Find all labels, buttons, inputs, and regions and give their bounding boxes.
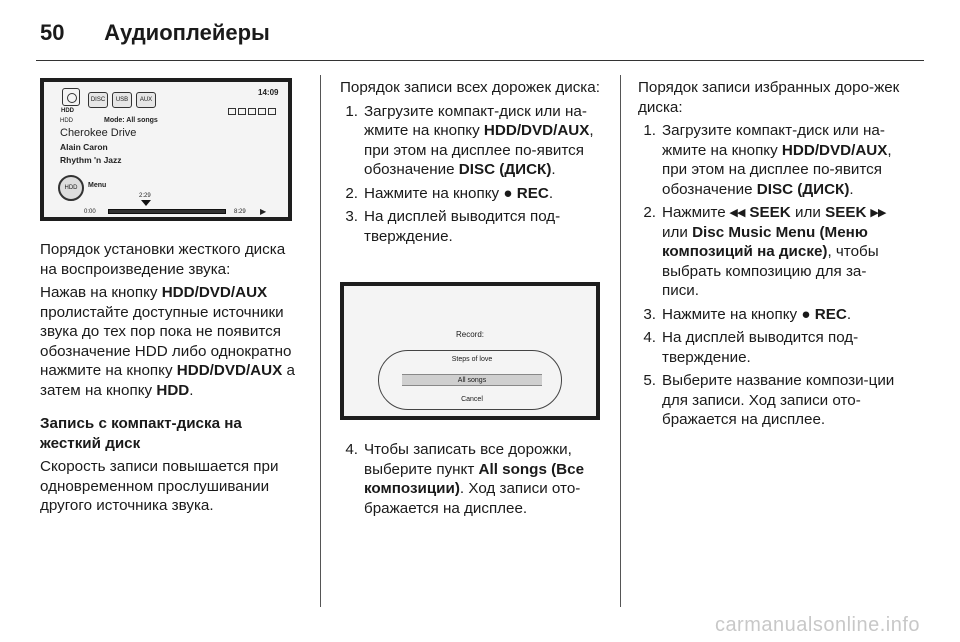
column-divider xyxy=(320,75,321,607)
list-item xyxy=(638,305,900,325)
list-item xyxy=(638,203,900,301)
option-steps-of-love: Steps of love xyxy=(451,356,493,363)
text: . xyxy=(189,381,194,399)
button-ref: ◂◂ SEEK xyxy=(729,204,791,221)
watermark: carmanualsonline.info xyxy=(714,614,920,636)
start-time: 0:00 xyxy=(84,209,96,215)
text: Загрузите компакт-диск или на-жмите на кнопку xyxy=(364,102,587,139)
button-ref: HDD/DVD/AUX xyxy=(781,141,888,159)
step-text xyxy=(662,121,900,199)
text: . xyxy=(548,184,554,202)
option-cancel: Cancel xyxy=(461,396,483,403)
position-marker xyxy=(141,200,151,206)
text: , при этом на дисплее по-явится обозначение xyxy=(662,141,892,198)
button-ref: HDD/DVD/AUX xyxy=(161,284,268,301)
text: Нажмите на кнопку xyxy=(662,305,802,323)
step-number: 4. xyxy=(345,441,358,458)
page-header xyxy=(40,20,270,46)
hdd-display-screenshot xyxy=(40,78,292,221)
list-item xyxy=(638,328,900,367)
list-item xyxy=(340,102,602,180)
source-aux: AUX xyxy=(136,92,156,108)
text: . xyxy=(846,305,852,323)
text: , при этом на дисплее по-явится обозначение xyxy=(364,122,594,178)
hdd-icon-label: HDD xyxy=(61,108,74,114)
step-text: Выберите название компози-ции для записи. Ход записи ото-бражается на дисплее. xyxy=(662,372,895,428)
clock: 14:09 xyxy=(258,88,279,97)
column-divider xyxy=(620,75,621,607)
source-usb: USB xyxy=(112,92,132,108)
status-icon xyxy=(268,108,276,115)
source-disc: DISC xyxy=(88,92,108,108)
display-ref: DISC (ДИСК) xyxy=(756,180,850,198)
text: . xyxy=(849,180,854,198)
status-icon xyxy=(258,108,266,115)
menu-ref: Disc Music Menu (Меню композиций на диске) xyxy=(662,223,868,260)
step-number: 2. xyxy=(345,184,358,202)
column-3 xyxy=(638,78,900,434)
progress-bar xyxy=(108,209,226,214)
button-ref: ● REC xyxy=(801,305,847,323)
button-ref: HDD xyxy=(156,381,190,399)
list-item xyxy=(340,207,602,246)
step-text: На дисплей выводится под-тверждение. xyxy=(662,329,859,366)
list-item xyxy=(638,121,900,199)
button-ref: SEEK ▸▸ xyxy=(825,204,886,221)
hdd-intro: Порядок установки жесткого диска на воспроизведение звука: xyxy=(40,241,286,278)
track-title: Cherokee Drive xyxy=(60,127,137,139)
status-icon xyxy=(238,108,246,115)
status-icon xyxy=(248,108,256,115)
text: а затем на кнопку xyxy=(40,362,295,399)
status-icon xyxy=(228,108,236,115)
text: . Ход записи ото-бражается на дисплее. xyxy=(364,480,581,517)
list-item xyxy=(638,371,900,430)
option-all-songs: All songs xyxy=(402,374,542,386)
button-ref: HDD/DVD/AUX xyxy=(176,362,283,379)
all-tracks-intro: Порядок записи всех дорожек диска: xyxy=(340,79,600,96)
step-text xyxy=(662,305,900,325)
column-1 xyxy=(40,240,302,520)
hdd-icon xyxy=(62,88,80,106)
play-icon: ▶ xyxy=(260,207,267,216)
hdd-instructions xyxy=(40,283,302,400)
column-2-continued xyxy=(340,440,602,522)
record-dialog-screenshot xyxy=(340,282,600,420)
menu-ref: All songs (Все композиции) xyxy=(364,460,585,497)
hdd-button: HDD xyxy=(58,175,84,201)
step-text: На дисплей выводится под-тверждение. xyxy=(364,208,561,245)
step-number: 2. xyxy=(643,204,656,221)
list-item xyxy=(340,184,602,204)
mode-label: Mode: All songs xyxy=(104,117,158,124)
text: Загрузите компакт-диск или на-жмите на кнопку xyxy=(662,122,885,159)
button-ref: HDD/DVD/AUX xyxy=(483,122,590,139)
step-number: 4. xyxy=(643,329,656,346)
list-item xyxy=(340,440,602,518)
hdd-small-label: HDD xyxy=(60,118,73,124)
selected-tracks-intro: Порядок записи избранных доро-жек диска: xyxy=(638,79,900,116)
page-title: Аудиоплейеры xyxy=(104,20,270,45)
display-ref: DISC (ДИСК) xyxy=(458,161,552,178)
text: . xyxy=(551,161,556,178)
record-title: Record: xyxy=(455,330,484,339)
artist-name: Alain Caron xyxy=(60,142,108,152)
text: или xyxy=(662,223,693,241)
page-number: 50 xyxy=(40,20,65,45)
album-name: Rhythm 'n Jazz xyxy=(60,155,122,165)
text: Нажмите xyxy=(662,204,730,221)
text: Нажмите на кнопку xyxy=(364,184,504,202)
step-text xyxy=(662,203,900,301)
text: , чтобы выбрать композицию для за-писи. xyxy=(662,243,879,299)
header-rule xyxy=(36,60,924,61)
step-number: 1. xyxy=(643,122,656,139)
step-number: 5. xyxy=(643,372,656,389)
column-2 xyxy=(340,78,602,250)
button-ref: ● REC xyxy=(503,184,549,202)
position-label: 2:29 xyxy=(139,193,151,199)
text: Нажав на кнопку xyxy=(40,284,162,301)
recording-note: Скорость записи повышается при одновременном прослушивании другого источника звука. xyxy=(40,458,279,514)
end-time: 8:29 xyxy=(234,209,246,215)
menu-label: Menu xyxy=(88,182,107,189)
section-heading: Запись с компакт-диска на жесткий диск xyxy=(40,415,242,452)
step-number: 3. xyxy=(643,305,656,323)
text: пролистайте доступные источники звука до тех пор пока не появится обозначение HDD либо однократно нажмите на кнопку xyxy=(40,303,292,379)
step-text xyxy=(364,440,602,518)
step-text xyxy=(364,102,602,180)
step-number: 3. xyxy=(345,208,358,225)
text: или xyxy=(790,204,826,221)
step-number: 1. xyxy=(345,102,358,120)
text: Чтобы записать все дорожки, выберите пункт xyxy=(364,441,572,478)
step-text xyxy=(364,184,602,204)
